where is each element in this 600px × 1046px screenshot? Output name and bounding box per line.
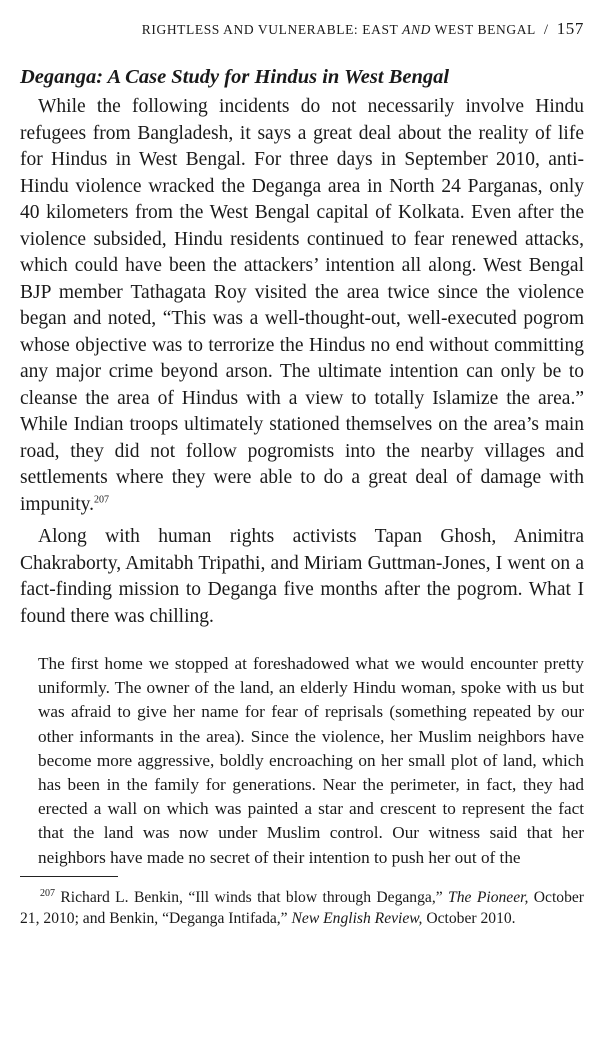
running-head [20,18,584,48]
footnote-divider [20,876,118,877]
body-paragraph-1-text: While the following incidents do not necessarily involve Hindu refugees from Bangladesh, it says a great deal about the reality of life for Hindus in West Bengal. For three days in September 2010, anti-Hindu violence wracked the Deganga area in North 24 Parganas, only 40 kilometers from the West Bengal capital of Kolkata. Even after the violence subsided, Hindu residents continued to fear renewed attacks, which could have been the attackers’ intention all along. West Bengal BJP member Tathagata Roy visited the area twice since the violence began and noted, “This was a well-thought-out, well-executed pogrom whose objective was to terrorize the Hindus no end without committing any major crime beyond arson. The ultimate intention can only be to cleanse the area of Hindus with a view to totally Islamize the area.” While Indian troops ultimately stationed themselves on the area’s main road, they did not follow pogromists into the nearby villages and settlements where they were able to do a great deal of damage with impunity. [20,96,584,515]
body-paragraph-2: Along with human rights activists Tapan Ghosh, Animitra Chakraborty, Amitabh Tripathi, and Miriam Guttman-Jones, I went on a fact-finding mission to Deganga five months after the pogrom. What I found there was chilling. [20,526,584,627]
footnote [20,887,584,930]
footnote-text-2: October 21, 2010; and Benkin, “Deganga Intifada,” [20,888,584,928]
footnote-publication-1: The Pioneer, [448,888,529,906]
running-head-title-and: AND [402,22,431,37]
footnote-text-3: October 2010. [422,910,516,928]
page-number: 157 [556,19,584,38]
running-head-title-part2: WEST BENGAL [430,22,536,37]
section-title: Deganga: A Case Study for Hindus in West Bengal [20,66,450,88]
block-quote: The first home we stopped at foreshadowed what we would encounter pretty uniformly. The owner of the land, an elderly Hindu woman, spoke with us but was afraid to give her name for fear of reprisals (something repeated by our other informants in the area). Since the violence, her Muslim neighbors have become more aggressive, boldly encroaching on her small plot of land, which has been in the family for generations. Near the perimeter, in fact, they had erected a wall on which was painted a star and crescent to represent the fact that the land was now under Muslim control. Our witness said that her neighbors have made no secret of their intention to push her out of the [38,654,584,867]
footnote-reference[interactable]: 207 [94,494,110,505]
book-page [20,18,584,930]
footnote-text-1: Richard L. Benkin, “Ill winds that blow through Deganga,” [55,888,449,906]
running-head-title-part1: RIGHTLESS AND VULNERABLE: EAST [141,22,403,37]
running-head-separator: / [543,22,549,38]
body-paragraph-1 [20,94,584,518]
running-head-title [142,19,536,41]
footnote-publication-2: New English Review, [291,910,423,928]
footnote-number: 207 [40,887,55,899]
